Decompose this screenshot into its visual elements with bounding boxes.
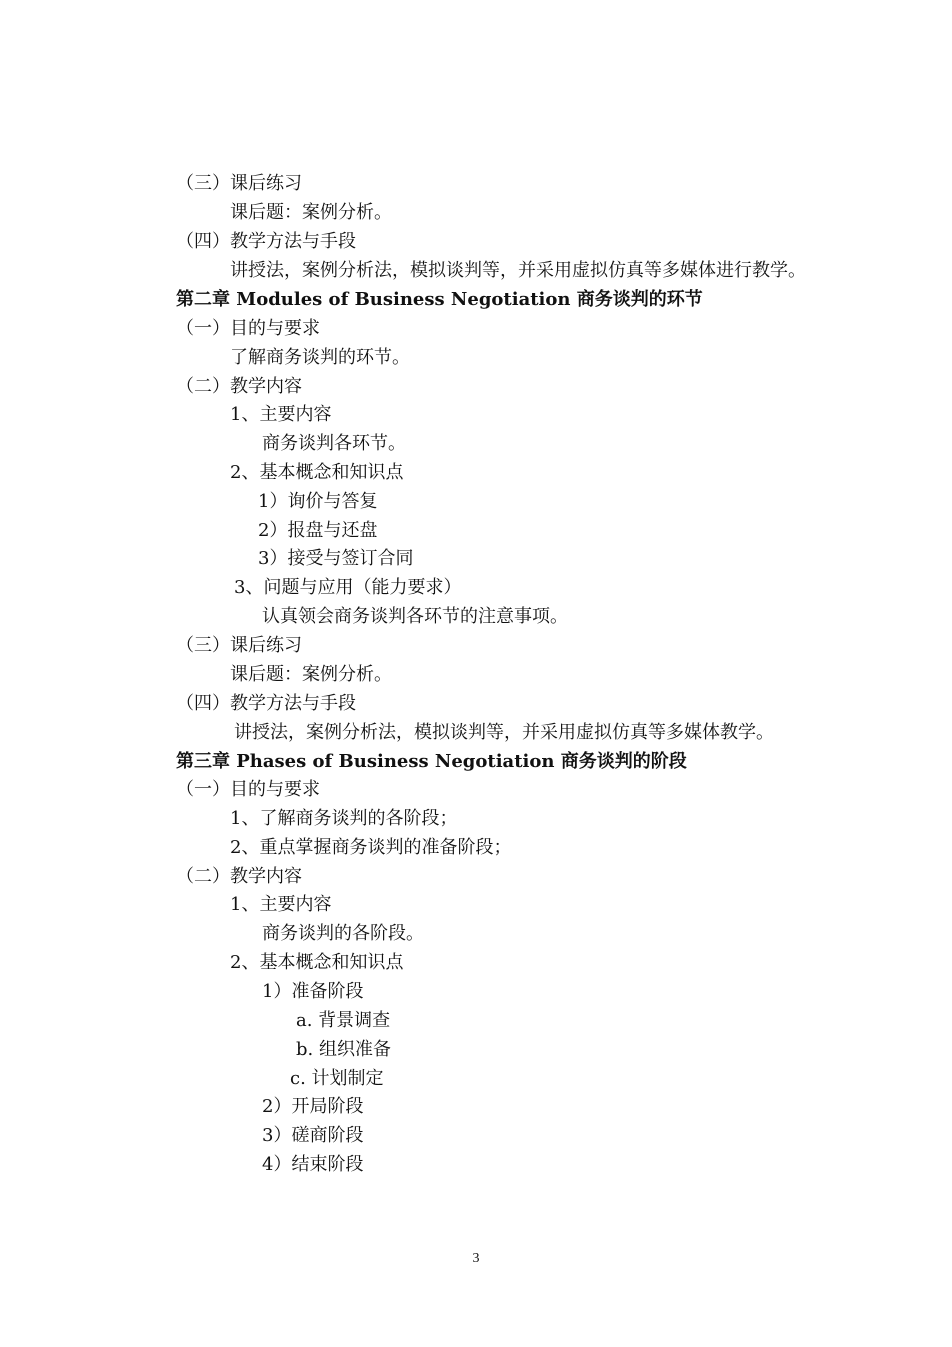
page-number: 3 — [472, 1251, 480, 1266]
section-heading-exercises: （三）课后练习 — [176, 173, 302, 194]
methods-text: 讲授法，案例分析法，模拟谈判等，并采用虚拟仿真等多媒体进行教学。 — [230, 260, 806, 281]
phase-item: 2）开局阶段 — [262, 1096, 364, 1117]
issues-text: 认真领会商务谈判各环节的注意事项。 — [262, 606, 568, 627]
section-heading-goals: （一）目的与要求 — [176, 318, 320, 339]
chapter-3-title: 第三章 Phases of Business Negotiation 商务谈判的阶段 — [176, 751, 687, 772]
subheading-main-content: 1、主要内容 — [230, 894, 332, 915]
main-content-text: 商务谈判各环节。 — [262, 433, 406, 454]
exercises-text: 课后题：案例分析。 — [230, 664, 392, 685]
section-heading-goals: （一）目的与要求 — [176, 779, 320, 800]
phase-item: 3）磋商阶段 — [262, 1125, 364, 1146]
concept-item: 2）报盘与还盘 — [258, 520, 378, 541]
subheading-main-content: 1、主要内容 — [230, 404, 332, 425]
goals-text: 了解商务谈判的环节。 — [230, 347, 410, 368]
section-heading-methods: （四）教学方法与手段 — [176, 231, 356, 252]
section-heading-content: （二）教学内容 — [176, 376, 302, 397]
phase-subitem: a. 背景调查 — [296, 1010, 391, 1031]
subheading-concepts: 2、基本概念和知识点 — [230, 952, 404, 973]
phase-subitem: b. 组织准备 — [296, 1039, 391, 1060]
concept-item: 1）询价与答复 — [258, 491, 378, 512]
section-heading-methods: （四）教学方法与手段 — [176, 693, 356, 714]
exercises-text: 课后题：案例分析。 — [230, 202, 392, 223]
main-content-text: 商务谈判的各阶段。 — [262, 923, 424, 944]
concept-item: 3）接受与签订合同 — [258, 548, 414, 569]
goal-item: 1、了解商务谈判的各阶段； — [230, 808, 458, 829]
phase-item: 4）结束阶段 — [262, 1154, 364, 1175]
section-heading-exercises: （三）课后练习 — [176, 635, 302, 656]
section-heading-content: （二）教学内容 — [176, 866, 302, 887]
goal-item: 2、重点掌握商务谈判的准备阶段； — [230, 837, 512, 858]
methods-text: 讲授法，案例分析法，模拟谈判等，并采用虚拟仿真等多媒体教学。 — [234, 722, 774, 743]
subheading-concepts: 2、基本概念和知识点 — [230, 462, 404, 483]
phase-item: 1）准备阶段 — [262, 981, 364, 1002]
subheading-issues: 3、问题与应用（能力要求） — [234, 577, 462, 598]
chapter-2-title: 第二章 Modules of Business Negotiation 商务谈判的环节 — [176, 289, 703, 310]
phase-subitem: c. 计划制定 — [290, 1068, 384, 1089]
